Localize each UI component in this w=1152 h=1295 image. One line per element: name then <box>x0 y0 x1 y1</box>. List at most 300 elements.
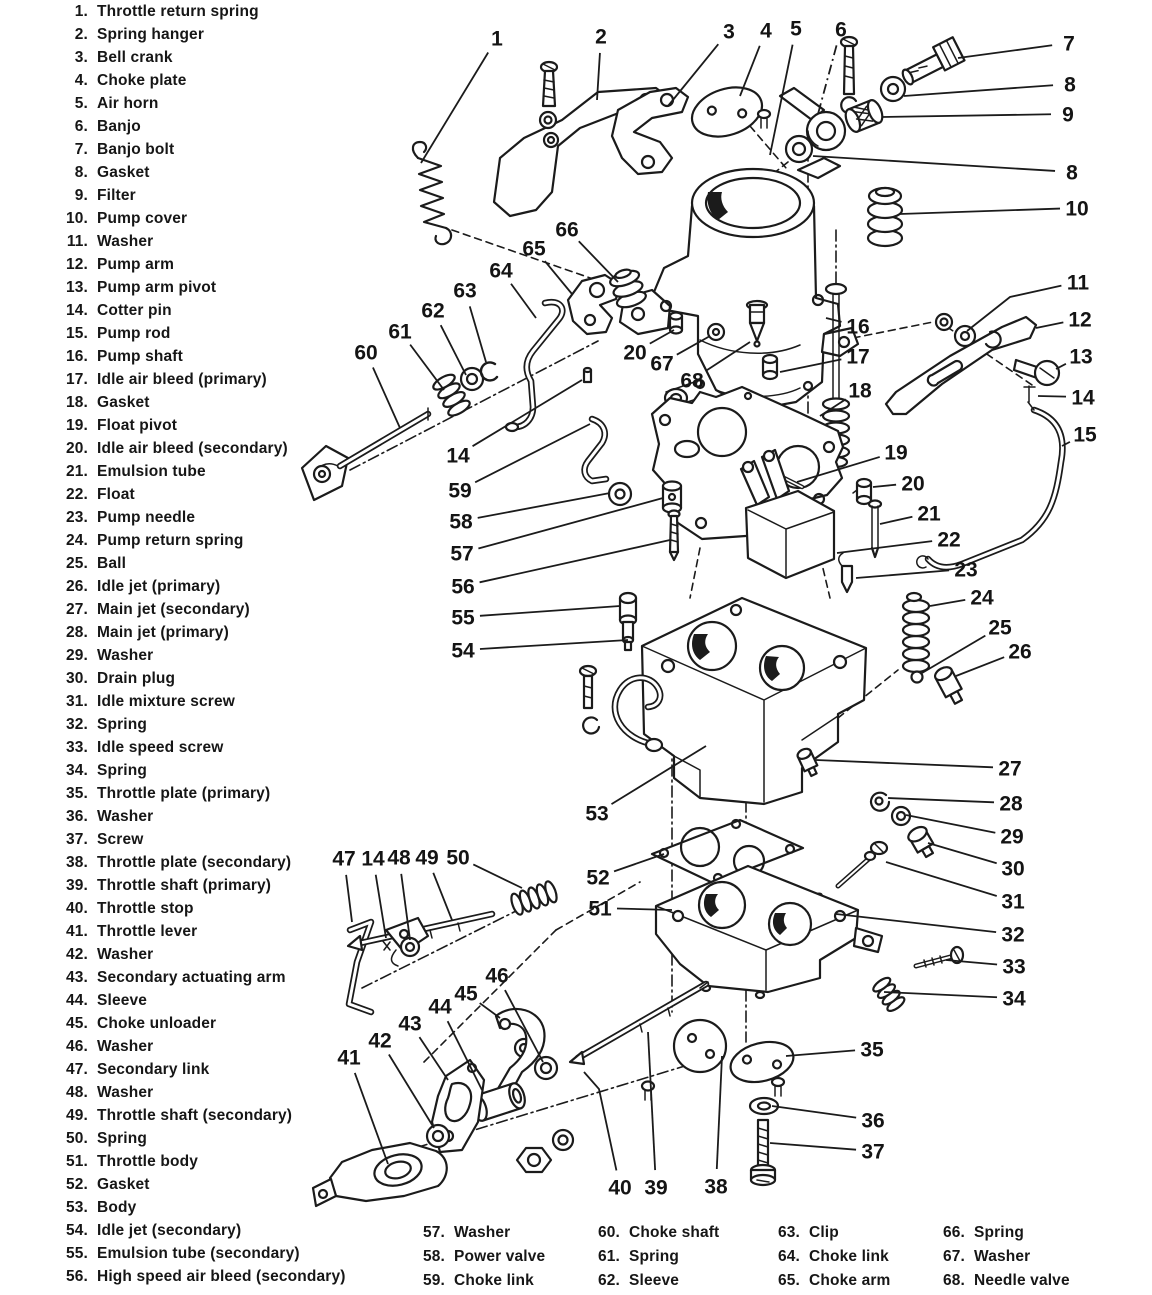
part-number: 24. <box>66 532 88 549</box>
part-ball <box>912 672 923 683</box>
part-number: 65. <box>778 1272 800 1289</box>
part-idle-mixture-screw <box>838 842 887 886</box>
part-throttle-plate-primary <box>726 1036 797 1088</box>
part-label: Gasket <box>97 1176 150 1193</box>
part-throttle-lever <box>313 1143 447 1206</box>
callout-number: 31 <box>1001 890 1025 914</box>
part-label: Secondary actuating arm <box>97 969 286 986</box>
part-label: Body <box>97 1199 137 1216</box>
part-label: Pump arm <box>97 256 174 273</box>
callout-number: 50 <box>446 846 470 870</box>
callout-leader-line <box>886 862 997 896</box>
part-main-jet-primary <box>871 793 889 811</box>
part-screw-37 <box>751 1120 775 1185</box>
callout-number: 55 <box>451 606 475 630</box>
part-pin-14 <box>584 368 591 382</box>
callout-number: 27 <box>998 757 1022 781</box>
part-number: 57. <box>423 1224 445 1241</box>
callout-number: 54 <box>451 639 475 663</box>
part-number: 23. <box>66 509 88 526</box>
callout-number: 66 <box>555 218 579 242</box>
callout-number: 60 <box>354 341 378 365</box>
part-number: 27. <box>66 601 88 618</box>
part-number: 56. <box>66 1268 88 1285</box>
callout-leader-line <box>421 53 488 163</box>
callout-leader-line <box>930 600 965 606</box>
part-number: 18. <box>66 394 88 411</box>
part-number: 35. <box>66 785 88 802</box>
part-pump-return-spring <box>903 593 929 672</box>
part-number: 5. <box>74 95 88 112</box>
callout-number: 40 <box>608 1176 632 1200</box>
callout-number: 17 <box>846 345 870 369</box>
callout-number: 24 <box>970 586 994 610</box>
part-number: 13. <box>66 279 88 296</box>
part-number: 53. <box>66 1199 88 1216</box>
part-label: Washer <box>97 233 154 250</box>
callout-number: 8 <box>1064 73 1076 97</box>
part-washer-58 <box>609 483 631 505</box>
part-label: Sleeve <box>629 1272 680 1289</box>
callout-leader-line <box>478 498 663 549</box>
callout-leader-line <box>770 1143 856 1150</box>
part-label: Throttle shaft (primary) <box>97 877 272 894</box>
callout-number: 59 <box>448 479 472 503</box>
callout-number: 61 <box>388 320 412 344</box>
part-label: Pump arm pivot <box>97 279 217 296</box>
part-label: Idle jet (primary) <box>97 578 221 595</box>
callout-number: 5 <box>790 17 802 41</box>
part-label: Choke link <box>809 1248 889 1265</box>
part-number: 42. <box>66 946 88 963</box>
part-label: Choke unloader <box>97 1015 217 1032</box>
part-label: Washer <box>974 1248 1031 1265</box>
part-label: Spring <box>629 1248 679 1265</box>
part-number: 25. <box>66 555 88 572</box>
part-number: 60. <box>598 1224 620 1241</box>
callout-number: 10 <box>1065 197 1089 221</box>
part-spring-34 <box>871 975 906 1013</box>
part-label: Cotter pin <box>97 302 172 319</box>
part-idle-jet-secondary-stack <box>620 593 636 650</box>
callout-leader-line <box>480 1003 500 1018</box>
callout-leader-line <box>880 517 912 524</box>
callout-leader-line <box>433 873 452 920</box>
part-number: 46. <box>66 1038 88 1055</box>
callout-number: 9 <box>1062 103 1074 127</box>
part-number: 52. <box>66 1176 88 1193</box>
callout-number: 45 <box>454 982 478 1006</box>
part-number: 26. <box>66 578 88 595</box>
callout-leader-line <box>856 570 949 578</box>
callout-leader-line <box>837 541 932 553</box>
callout-number: 48 <box>387 846 411 870</box>
callout-number: 49 <box>415 846 439 870</box>
part-number: 59. <box>423 1272 445 1289</box>
part-banjo-bolt <box>897 37 964 88</box>
part-cotter-pin-right <box>1024 386 1035 402</box>
part-label: Needle valve <box>974 1272 1070 1289</box>
callout-number: 63 <box>453 279 477 303</box>
part-number: 50. <box>66 1130 88 1147</box>
part-number: 45. <box>66 1015 88 1032</box>
callout-leader-line <box>904 85 1053 96</box>
callout-leader-line <box>873 485 896 487</box>
callout-number: 11 <box>1066 271 1090 295</box>
callout-leader-line <box>958 45 1052 58</box>
part-label: Ball <box>97 555 127 572</box>
part-choke-link-59 <box>585 419 606 481</box>
callout-leader-line <box>813 156 1055 171</box>
callout-leader-line <box>648 1032 655 1170</box>
part-number: 10. <box>66 210 88 227</box>
callout-number: 14 <box>446 444 470 468</box>
part-label: Idle air bleed (primary) <box>97 371 267 388</box>
callout-leader-line <box>480 540 670 582</box>
callout-leader-line <box>772 1106 856 1118</box>
part-label: Idle jet (secondary) <box>97 1222 242 1239</box>
part-number: 44. <box>66 992 88 1009</box>
callout-number: 22 <box>937 528 961 552</box>
part-high-speed-air-bleed <box>669 511 680 561</box>
part-body <box>615 598 866 804</box>
callout-number: 52 <box>586 866 610 890</box>
callout-leader-line <box>511 284 536 318</box>
callout-number: 14 <box>361 847 385 871</box>
part-label: Sleeve <box>97 992 148 1009</box>
callout-number: 46 <box>485 964 509 988</box>
part-choke-plate-screw <box>758 110 770 128</box>
callout-number: 12 <box>1068 308 1092 332</box>
callout-number: 30 <box>1001 857 1025 881</box>
callout-number: 2 <box>595 25 607 49</box>
part-idle-air-bleed-primary <box>763 355 777 379</box>
callout-leader-line <box>346 875 352 922</box>
part-label: Power valve <box>454 1248 546 1265</box>
part-label: Throttle stop <box>97 900 194 917</box>
part-washer-67 <box>708 324 724 340</box>
part-choke-link-64 <box>506 302 562 431</box>
part-label: Washer <box>97 647 154 664</box>
part-number: 1. <box>74 3 88 20</box>
part-label: Throttle lever <box>97 923 198 940</box>
part-label: Air horn <box>97 95 159 112</box>
callout-number: 35 <box>860 1038 884 1062</box>
callout-number: 57 <box>450 542 474 566</box>
callout-leader-line <box>717 1056 722 1169</box>
part-label: Washer <box>97 1038 154 1055</box>
part-label: Spring <box>97 716 147 733</box>
part-label: Gasket <box>97 164 150 181</box>
part-number: 38. <box>66 854 88 871</box>
part-label: Throttle plate (secondary) <box>97 854 292 871</box>
part-label: Secondary link <box>97 1061 210 1078</box>
part-label: Pump cover <box>97 210 188 227</box>
callout-number: 32 <box>1001 923 1025 947</box>
part-number: 8. <box>74 164 88 181</box>
callout-number: 19 <box>884 441 908 465</box>
part-number: 11. <box>66 233 88 250</box>
part-number: 3. <box>74 49 88 66</box>
callout-number: 4 <box>760 19 772 43</box>
part-cotter-pin-left <box>382 940 390 950</box>
callout-number: 33 <box>1002 955 1026 979</box>
part-number: 33. <box>66 739 88 756</box>
callout-leader-line <box>475 424 590 482</box>
callout-leader-line <box>888 798 994 802</box>
part-number: 39. <box>66 877 88 894</box>
callout-leader-line <box>473 864 522 888</box>
part-idle-jet-primary <box>933 665 966 707</box>
part-label: Spring hanger <box>97 26 205 43</box>
callout-number: 25 <box>988 616 1012 640</box>
callout-number: 68 <box>680 369 704 393</box>
callout-leader-line <box>816 760 993 767</box>
part-number: 7. <box>74 141 88 158</box>
part-washer-42 <box>427 1125 449 1147</box>
part-label: Filter <box>97 187 136 204</box>
part-label: Float pivot <box>97 417 178 434</box>
callout-leader-line <box>419 1037 448 1080</box>
part-idle-speed-screw <box>916 947 963 967</box>
part-throttle-return-spring <box>413 142 451 244</box>
part-label: Washer <box>454 1224 511 1241</box>
part-label: Throttle return spring <box>97 3 259 20</box>
part-clip <box>481 362 497 380</box>
callout-leader-line <box>480 606 620 616</box>
part-number: 4. <box>74 72 88 89</box>
part-label: High speed air bleed (secondary) <box>97 1268 346 1285</box>
callout-leader-line <box>376 875 386 938</box>
part-number: 19. <box>66 417 88 434</box>
part-label: Throttle body <box>97 1153 198 1170</box>
callout-leader-line <box>389 1054 434 1128</box>
part-label: Emulsion tube (secondary) <box>97 1245 300 1262</box>
part-bell-crank-screw <box>841 37 857 113</box>
part-label: Bell crank <box>97 49 173 66</box>
part-washer-48 <box>401 938 419 956</box>
part-plate-screw-right <box>772 1078 784 1096</box>
part-number: 68. <box>943 1272 965 1289</box>
part-label: Float <box>97 486 135 503</box>
callout-number: 3 <box>723 20 735 44</box>
part-label: Banjo <box>97 118 141 135</box>
part-number: 12. <box>66 256 88 273</box>
part-number: 6. <box>74 118 88 135</box>
part-number: 41. <box>66 923 88 940</box>
callout-number: 21 <box>917 502 941 526</box>
part-label: Idle mixture screw <box>97 693 235 710</box>
part-pump-cover <box>868 188 902 246</box>
part-number: 61. <box>598 1248 620 1265</box>
callout-number: 20 <box>901 472 925 496</box>
part-label: Throttle shaft (secondary) <box>97 1107 293 1124</box>
part-choke-shaft <box>302 408 428 500</box>
part-power-valve <box>663 482 681 513</box>
part-number: 2. <box>74 26 88 43</box>
part-number: 67. <box>943 1248 965 1265</box>
part-number: 66. <box>943 1224 965 1241</box>
callout-leader-line <box>956 657 1004 676</box>
part-number: 15. <box>66 325 88 342</box>
callout-number: 41 <box>337 1046 361 1070</box>
callout-number: 53 <box>585 802 609 826</box>
part-gasket-washer-a <box>881 77 905 101</box>
callout-leader-line <box>410 345 444 390</box>
part-number: 58. <box>423 1248 445 1265</box>
part-number: 51. <box>66 1153 88 1170</box>
callout-leader-line <box>818 45 837 114</box>
callout-leader-line <box>928 843 997 863</box>
part-label: Main jet (primary) <box>97 624 229 641</box>
part-gasket-lower <box>652 820 803 883</box>
part-number: 20. <box>66 440 88 457</box>
callout-number: 8 <box>1066 161 1078 185</box>
part-idle-air-bleed-secondary <box>853 479 871 504</box>
part-label: Spring <box>97 762 147 779</box>
callout-number: 20 <box>623 341 647 365</box>
callout-leader-line <box>786 1050 855 1056</box>
part-number: 29. <box>66 647 88 664</box>
part-hanger-screw <box>541 62 557 106</box>
callout-leader-line <box>740 46 760 96</box>
part-number: 36. <box>66 808 88 825</box>
part-label: Choke shaft <box>629 1224 720 1241</box>
callout-number: 56 <box>451 575 475 599</box>
part-label: Screw <box>97 831 144 848</box>
part-label: Choke link <box>454 1272 534 1289</box>
part-number: 9. <box>74 187 88 204</box>
callout-number: 39 <box>644 1176 668 1200</box>
callout-leader-line <box>584 1072 616 1170</box>
part-throttle-body <box>656 866 882 998</box>
callout-number: 13 <box>1069 345 1093 369</box>
part-label: Spring <box>97 1130 147 1147</box>
callout-number: 64 <box>489 259 513 283</box>
callout-number: 44 <box>428 995 452 1019</box>
part-label: Washer <box>97 946 154 963</box>
part-number: 17. <box>66 371 88 388</box>
part-label: Idle speed screw <box>97 739 224 756</box>
part-label: Clip <box>809 1224 839 1241</box>
part-shaft-nut <box>517 1148 551 1172</box>
callout-leader-line <box>545 261 572 294</box>
callout-leader-line <box>614 854 664 871</box>
part-label: Throttle plate (primary) <box>97 785 271 802</box>
part-number: 64. <box>778 1248 800 1265</box>
callout-leader-line <box>650 330 674 344</box>
callout-leader-line <box>470 306 486 362</box>
callout-number: 47 <box>332 847 356 871</box>
callout-number: 36 <box>861 1109 885 1133</box>
part-label: Choke arm <box>809 1272 891 1289</box>
callout-leader-line <box>441 325 466 375</box>
part-number: 47. <box>66 1061 88 1078</box>
callout-number: 29 <box>1000 825 1024 849</box>
part-number: 28. <box>66 624 88 641</box>
part-label: Gasket <box>97 394 150 411</box>
callout-number: 18 <box>848 379 872 403</box>
part-number: 54. <box>66 1222 88 1239</box>
callout-number: 15 <box>1073 423 1097 447</box>
part-number: 49. <box>66 1107 88 1124</box>
callout-number: 28 <box>999 792 1023 816</box>
part-washer-36b <box>553 1130 573 1150</box>
callout-number: 58 <box>449 510 473 534</box>
part-number: 31. <box>66 693 88 710</box>
part-label: Pump shaft <box>97 348 183 365</box>
callout-number: 7 <box>1063 32 1075 56</box>
callout-number: 62 <box>421 299 445 323</box>
part-number: 63. <box>778 1224 800 1241</box>
callout-number: 38 <box>704 1175 728 1199</box>
part-label: Banjo bolt <box>97 141 175 158</box>
callout-leader-line <box>480 640 628 649</box>
part-body-screw-clip <box>580 666 599 733</box>
callout-leader-line <box>478 493 610 518</box>
callout-number: 26 <box>1008 640 1032 664</box>
callout-number: 43 <box>398 1012 422 1036</box>
callout-leader-line <box>1036 322 1063 328</box>
part-label: Pump needle <box>97 509 196 526</box>
part-number: 55. <box>66 1245 88 1262</box>
part-number: 62. <box>598 1272 620 1289</box>
callout-number: 42 <box>368 1029 392 1053</box>
part-number: 22. <box>66 486 88 503</box>
part-number: 32. <box>66 716 88 733</box>
part-label: Pump rod <box>97 325 171 342</box>
part-label: Choke plate <box>97 72 187 89</box>
part-gasket-washer-b <box>786 136 812 162</box>
part-number: 16. <box>66 348 88 365</box>
part-label: Pump return spring <box>97 532 244 549</box>
callout-number: 23 <box>954 558 978 582</box>
part-throttle-plate-secondary <box>674 1020 726 1072</box>
part-number: 21. <box>66 463 88 480</box>
callout-leader-line <box>882 114 1051 117</box>
part-number: 14. <box>66 302 88 319</box>
part-label: Idle air bleed (secondary) <box>97 440 288 457</box>
callout-number: 65 <box>522 237 546 261</box>
callout-number: 14 <box>1071 386 1095 410</box>
part-label: Washer <box>97 808 154 825</box>
callout-leader-line <box>373 368 400 428</box>
part-number: 37. <box>66 831 88 848</box>
part-label: Washer <box>97 1084 154 1101</box>
part-label: Spring <box>974 1224 1024 1241</box>
callout-number: 6 <box>835 18 847 42</box>
callout-number: 1 <box>491 27 503 51</box>
part-pump-arm-pivot <box>1014 360 1059 385</box>
part-number: 48. <box>66 1084 88 1101</box>
part-label: Drain plug <box>97 670 176 687</box>
callout-number: 37 <box>861 1140 885 1164</box>
part-number: 30. <box>66 670 88 687</box>
part-choke-plate <box>686 79 769 145</box>
part-drain-plug <box>906 824 938 860</box>
part-pump-needle <box>839 553 852 592</box>
callout-number: 51 <box>588 897 612 921</box>
callout-number: 34 <box>1002 987 1026 1011</box>
part-label: Main jet (secondary) <box>97 601 250 618</box>
callout-number: 16 <box>846 315 870 339</box>
callout-leader-line <box>900 209 1060 214</box>
part-number: 40. <box>66 900 88 917</box>
part-number: 43. <box>66 969 88 986</box>
callout-number: 67 <box>650 352 674 376</box>
part-label: Emulsion tube <box>97 463 206 480</box>
part-filter <box>843 98 885 134</box>
